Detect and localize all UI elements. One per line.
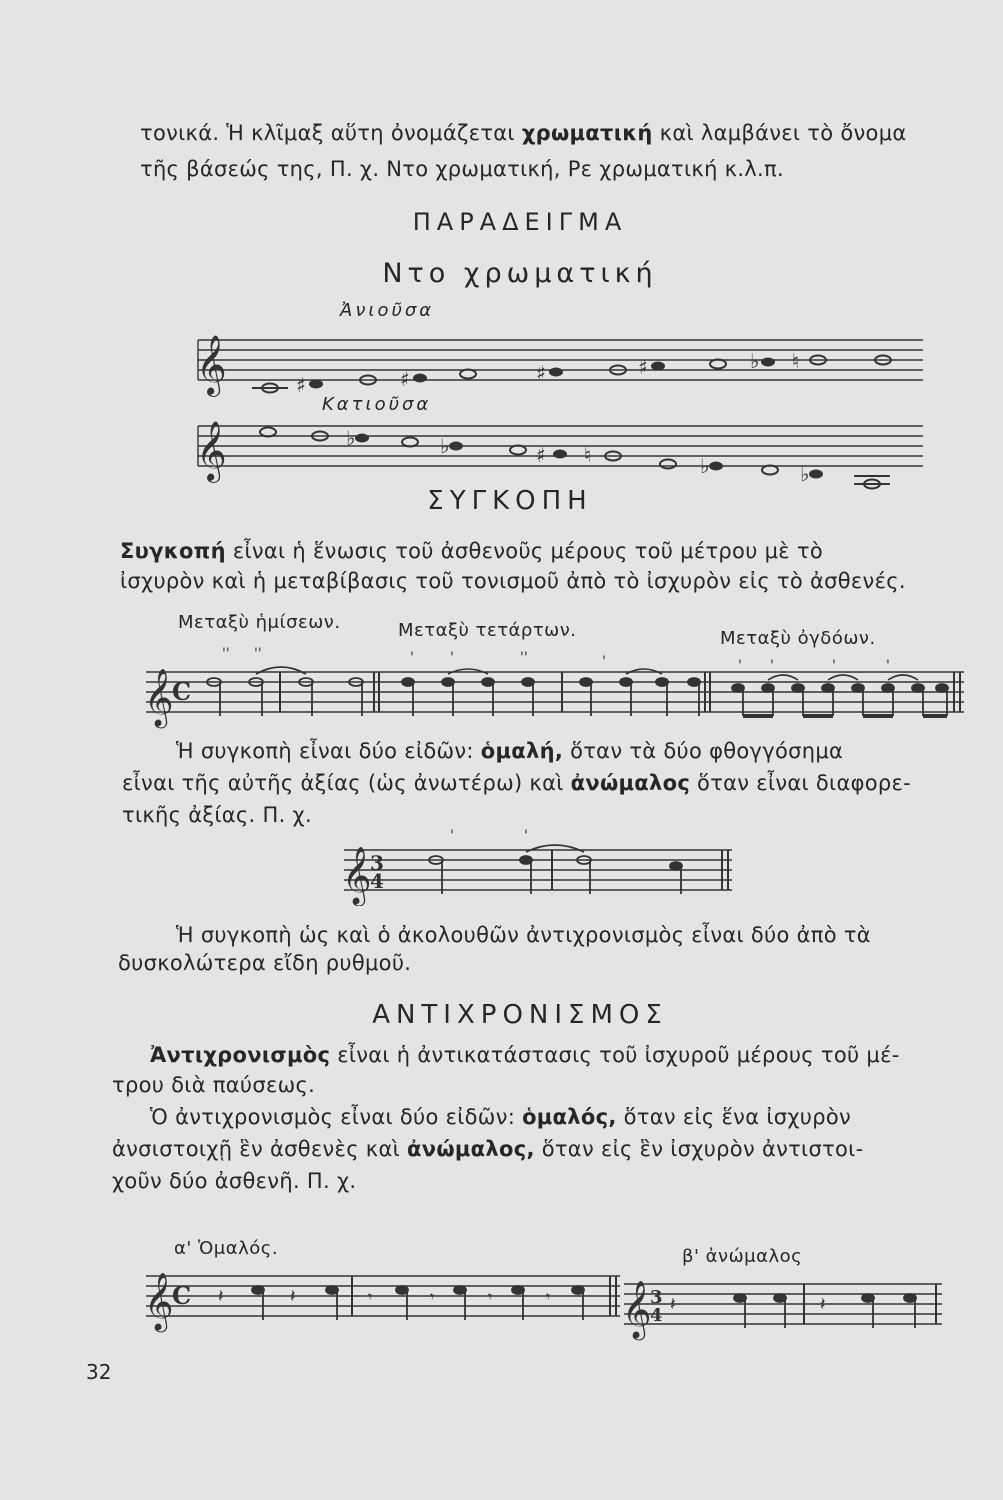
irregular-syncope-staff: [340, 826, 740, 906]
svg-text:': ': [450, 650, 454, 666]
svg-text:♭: ♭: [346, 426, 356, 450]
svg-text:♭: ♭: [800, 462, 810, 486]
antichronismos-def-line-1: Ἀντιχρονισμὸς εἶναι ἡ ἀντικατάστασις τοῦ ἰσχυροῦ μέρους τοῦ μέ-: [150, 1043, 900, 1067]
svg-text:𝄾: 𝄾: [368, 1287, 373, 1306]
svg-text:'': '': [520, 650, 528, 666]
ascending-label: Ἀνιοῦσα: [340, 300, 435, 321]
svg-text:𝄞: 𝄞: [196, 421, 227, 481]
svg-text:𝄞: 𝄞: [342, 846, 372, 904]
svg-text:♭: ♭: [750, 349, 760, 373]
svg-text:𝄾: 𝄾: [430, 1287, 435, 1306]
difficulty-line-1: Ἡ συγκοπὴ ὡς καὶ ὁ ἀκολουθῶν ἀντιχρονισμὸς εἶναι δύο ἀπὸ τὰ: [176, 923, 871, 947]
antichronismos-types-line-1: Ὁ ἀντιχρονισμὸς εἶναι δύο εἰδῶν: ὁμαλός, ὅταν εἰς ἕνα ἰσχυρὸν: [150, 1105, 852, 1129]
svg-text:': ': [832, 658, 836, 674]
svg-text:♮: ♮: [584, 443, 592, 467]
svg-text:': ': [886, 658, 890, 674]
svg-text:': ': [602, 654, 606, 670]
svg-text:': ': [524, 828, 528, 844]
svg-text:C: C: [172, 677, 192, 706]
svg-text:𝄞: 𝄞: [196, 335, 227, 395]
antichronismos-heading: ΑΝΤΙΧΡΟΝΙΣΜΟΣ: [372, 1000, 668, 1030]
svg-text:♭: ♭: [700, 454, 710, 478]
caption-regular: α' Ὁμαλός.: [174, 1238, 279, 1259]
svg-text:♭: ♭: [440, 434, 450, 458]
antichronismos-types-line-3: χοῦν δύο ἀσθενῆ. Π. χ.: [112, 1169, 357, 1193]
svg-text:♯: ♯: [638, 355, 648, 379]
antichronismos-def-line-2: τρου διὰ παύσεως.: [112, 1073, 316, 1097]
svg-text:'': '': [254, 646, 262, 662]
svg-text:𝄞: 𝄞: [144, 1272, 174, 1330]
caption-irregular: β' ἀνώμαλος: [682, 1246, 803, 1267]
svg-text:𝄽: 𝄽: [670, 1294, 676, 1315]
caption-halves: Μεταξὺ ἡμίσεων.: [178, 612, 341, 633]
caption-quarters: Μεταξὺ τετάρτων.: [398, 620, 577, 641]
syncope-def-line-1: Συγκοπή εἶναι ἡ ἕνωσις τοῦ ἀσθενοῦς μέρους τοῦ μέτρου μὲ τὸ: [120, 539, 823, 563]
svg-text:𝄾: 𝄾: [546, 1287, 551, 1306]
svg-text:': ': [770, 658, 774, 674]
regular-antichronismos-staff: [142, 1262, 626, 1342]
syncope-heading: ΣΥΓΚΟΠΗ: [427, 486, 593, 516]
difficulty-line-2: δυσκολώτερα εἴδη ρυθμοῦ.: [118, 951, 412, 975]
page-number: 32: [86, 1360, 112, 1384]
svg-text:♯: ♯: [296, 373, 306, 397]
svg-text:𝄽: 𝄽: [218, 1286, 224, 1307]
syncope-types-line-2: εἶναι τῆς αὐτῆς ἀξίας (ὡς ἀνωτέρω) καὶ ἀνώμαλος ὅταν εἶναι διαφορε-: [122, 771, 912, 795]
syncope-types-line-1: Ἡ συγκοπὴ εἶναι δύο εἰδῶν: ὁμαλή, ὅταν τὰ δύο φθογγόσημα: [176, 739, 844, 763]
svg-text:𝄽: 𝄽: [820, 1294, 826, 1315]
svg-text:♯: ♯: [400, 367, 410, 391]
antichronismos-types-line-2: ἀνσιστοιχῇ ἓν ἀσθενὲς καὶ ἀνώμαλος, ὅταν εἰς ἓν ἰσχυρὸν ἀντιστοι-: [112, 1137, 864, 1161]
svg-text:'': '': [222, 646, 230, 662]
svg-text:': ': [738, 658, 742, 674]
descending-label: Κατιοῦσα: [322, 394, 432, 415]
example-title: Ντο χρωματική: [382, 258, 658, 289]
svg-text:♮: ♮: [792, 349, 800, 373]
intro-line-2: τῆς βάσεώς της, Π. χ. Ντο χρωματική, Ρε χρωματική κ.λ.π.: [140, 157, 784, 181]
svg-text:4: 4: [370, 869, 384, 893]
svg-text:C: C: [172, 1281, 192, 1310]
intro-line-1: τονικά. Ἡ κλῖμαξ αὕτη ὀνομάζεται χρωματική καὶ λαμβάνει τὸ ὄνομα: [140, 121, 907, 145]
syncope-def-line-2: ἰσχυρὸν καὶ ἡ μεταβίβασις τοῦ τονισμοῦ ἀπὸ τὸ ἰσχυρὸν εἰς τὸ ἀσθενές.: [120, 569, 906, 593]
example-heading: ΠΑΡΑΔΕΙΓΜΑ: [412, 208, 628, 236]
svg-text:3: 3: [650, 1287, 663, 1308]
svg-text:': ': [410, 650, 414, 666]
svg-text:𝄽: 𝄽: [290, 1286, 296, 1307]
caption-eighths: Μεταξὺ ὀγδόων.: [720, 628, 876, 649]
svg-text:𝄞: 𝄞: [144, 668, 174, 726]
svg-text:♯: ♯: [536, 443, 546, 467]
svg-text:𝄾: 𝄾: [488, 1287, 493, 1306]
svg-text:♯: ♯: [536, 361, 546, 385]
ascending-staff: [188, 326, 928, 406]
irregular-antichronismos-staff: [620, 1270, 950, 1350]
syncope-staff: [142, 644, 972, 734]
svg-text:3: 3: [370, 851, 384, 875]
svg-text:4: 4: [650, 1305, 663, 1326]
syncope-types-line-3: τικῆς ἀξίας. Π. χ.: [122, 803, 312, 827]
svg-text:': ': [450, 828, 454, 844]
svg-text:𝄞: 𝄞: [622, 1280, 652, 1338]
